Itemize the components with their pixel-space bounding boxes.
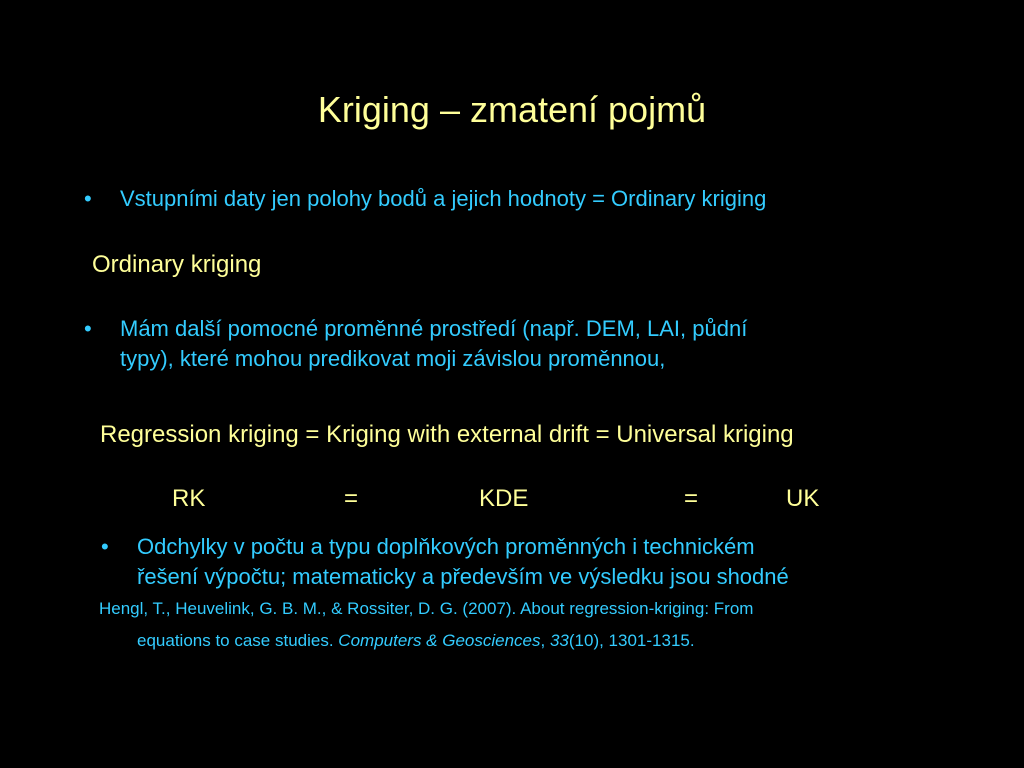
bullet-text-block (137, 532, 789, 592)
reference-suffix: (10), 1301-1315. (568, 631, 695, 650)
reference-volume: 33 (549, 631, 569, 650)
ordinary-kriging-label: Ordinary kriging (92, 251, 262, 278)
bullet-icon: • (101, 534, 109, 559)
abbrev-uk: UK (786, 485, 820, 512)
reference-line2 (137, 625, 695, 657)
abbrev-equals-1: = (344, 485, 359, 512)
bullet-icon: • (84, 316, 92, 341)
slide-title: Kriging – zmatení pojmů (317, 89, 707, 130)
abbrev-kde: KDE (479, 485, 529, 512)
bullet-text: Vstupními daty jen polohy bodů a jejich hodnoty = Ordinary kriging (120, 186, 767, 211)
reference-prefix: equations to case studies. (137, 631, 339, 650)
bullet-text-line2: řešení výpočtu; matematicky a především ve výsledku jsou shodné (137, 564, 789, 589)
bullet-item-differences (101, 532, 789, 592)
bullet-text-block (120, 314, 747, 374)
bullet-item-input-data (84, 184, 766, 214)
abbrev-rk: RK (172, 485, 206, 512)
reference-line1: Hengl, T., Heuvelink, G. B. M., & Rossiter, D. G. (2007). About regression-kriging: From (99, 599, 754, 618)
bullet-item-covariates (84, 314, 747, 374)
equivalence-line: Regression kriging = Kriging with external drift = Universal kriging (100, 421, 794, 448)
bullet-icon: • (84, 186, 92, 211)
bullet-text-line1: Odchylky v počtu a typu doplňkových proměnných i technickém (137, 534, 755, 559)
abbrev-equals-2: = (684, 485, 699, 512)
bullet-text-line1: Mám další pomocné proměnné prostředí (např. DEM, LAI, půdní (120, 316, 748, 341)
bullet-text-line2: typy), které mohou predikovat moji závislou proměnnou, (120, 346, 666, 371)
reference-journal: Computers & Geosciences (338, 631, 541, 650)
reference-comma: , (540, 631, 550, 650)
